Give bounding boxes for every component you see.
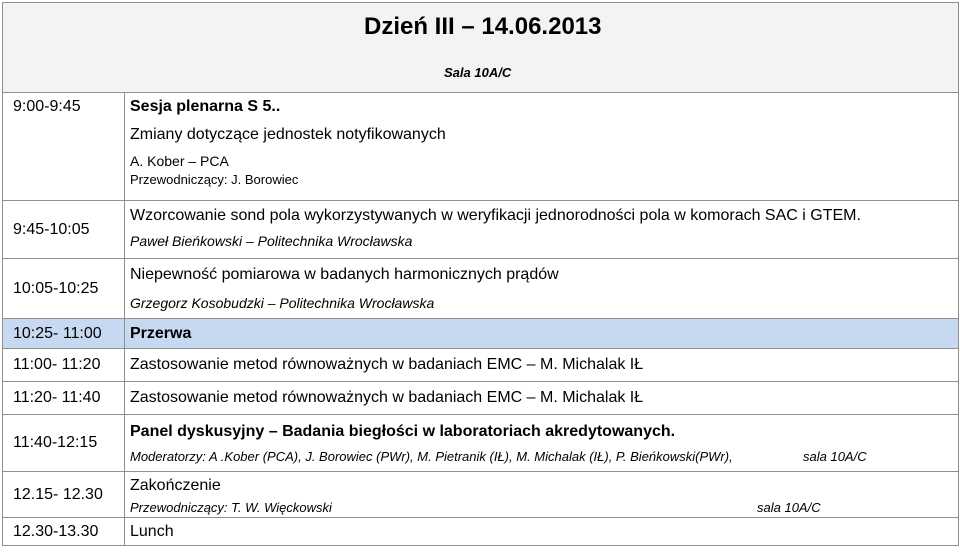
talk-topic: Zastosowanie metod równoważnych w badaniach EMC – M. Michalak IŁ <box>130 356 644 373</box>
time-cell: 10:05-10:25 <box>3 259 125 319</box>
talk-topic: Zastosowanie metod równoważnych w badaniach EMC – M. Michalak IŁ <box>130 389 644 406</box>
talk-speaker: Paweł Bieńkowski – Politechnika Wrocławska <box>130 233 413 249</box>
panel-cell <box>125 415 959 472</box>
closing-chair: Przewodniczący: T. W. Więckowski <box>130 500 332 515</box>
break-label: Przerwa <box>130 324 192 342</box>
session-speaker: A. Kober – PCA <box>130 153 229 169</box>
closing-cell <box>125 472 959 518</box>
table-row <box>3 259 959 319</box>
time-cell: 11:40-12:15 <box>3 415 125 472</box>
time-cell: 9:45-10:05 <box>3 201 125 259</box>
break-cell <box>125 319 959 349</box>
header-cell <box>3 3 959 93</box>
table-row <box>3 415 959 472</box>
closing-chair-line <box>130 499 958 517</box>
table-row <box>3 472 959 518</box>
table-row <box>3 319 959 349</box>
time-cell: 10:25- 11:00 <box>3 319 125 349</box>
lunch-label: Lunch <box>130 522 174 540</box>
lunch-cell <box>125 518 959 546</box>
time-cell: 9:00-9:45 <box>3 93 125 201</box>
time-cell: 12.15- 12.30 <box>3 472 125 518</box>
talk-cell <box>125 382 959 415</box>
session-title: Sesja plenarna S 5.. <box>130 98 281 115</box>
talk-cell <box>125 259 959 319</box>
schedule-sheet <box>2 2 958 553</box>
table-row <box>3 349 959 382</box>
schedule-table <box>2 2 959 546</box>
table-row <box>3 518 959 546</box>
table-row <box>3 201 959 259</box>
session-topic: Zmiany dotyczące jednostek notyfikowanych <box>130 126 446 143</box>
panel-moderators: Moderatorzy: A .Kober (PCA), J. Borowiec (PWr), M. Pietranik (IŁ), M. Michalak (IŁ), P. Bieńkowski(PWr), <box>130 449 733 464</box>
talk-cell <box>125 201 959 259</box>
panel-moderators-line <box>130 448 958 466</box>
talk-cell <box>125 349 959 382</box>
panel-room: sala 10A/C <box>803 449 867 464</box>
talk-topic: Niepewność pomiarowa w badanych harmonicznych prądów <box>130 266 559 283</box>
time-cell: 11:00- 11:20 <box>3 349 125 382</box>
room-label: Sala 10A/C <box>444 65 512 80</box>
session-chair: Przewodniczący: J. Borowiec <box>130 172 299 187</box>
session-cell <box>125 93 959 201</box>
closing-room: sala 10A/C <box>757 500 821 515</box>
time-cell: 11:20- 11:40 <box>3 382 125 415</box>
closing-label: Zakończenie <box>130 477 221 494</box>
header-row <box>3 3 959 93</box>
table-row <box>3 382 959 415</box>
talk-topic: Wzorcowanie sond pola wykorzystywanych w weryfikacji jednorodności pola w komorach SAC i GTEM. <box>130 207 861 224</box>
panel-title: Panel dyskusyjny – Badania biegłości w laboratoriach akredytowanych. <box>130 423 676 440</box>
talk-speaker: Grzegorz Kosobudzki – Politechnika Wrocławska <box>130 295 435 311</box>
day-title: Dzień III – 14.06.2013 <box>364 13 602 40</box>
time-cell: 12.30-13.30 <box>3 518 125 546</box>
table-row <box>3 93 959 201</box>
